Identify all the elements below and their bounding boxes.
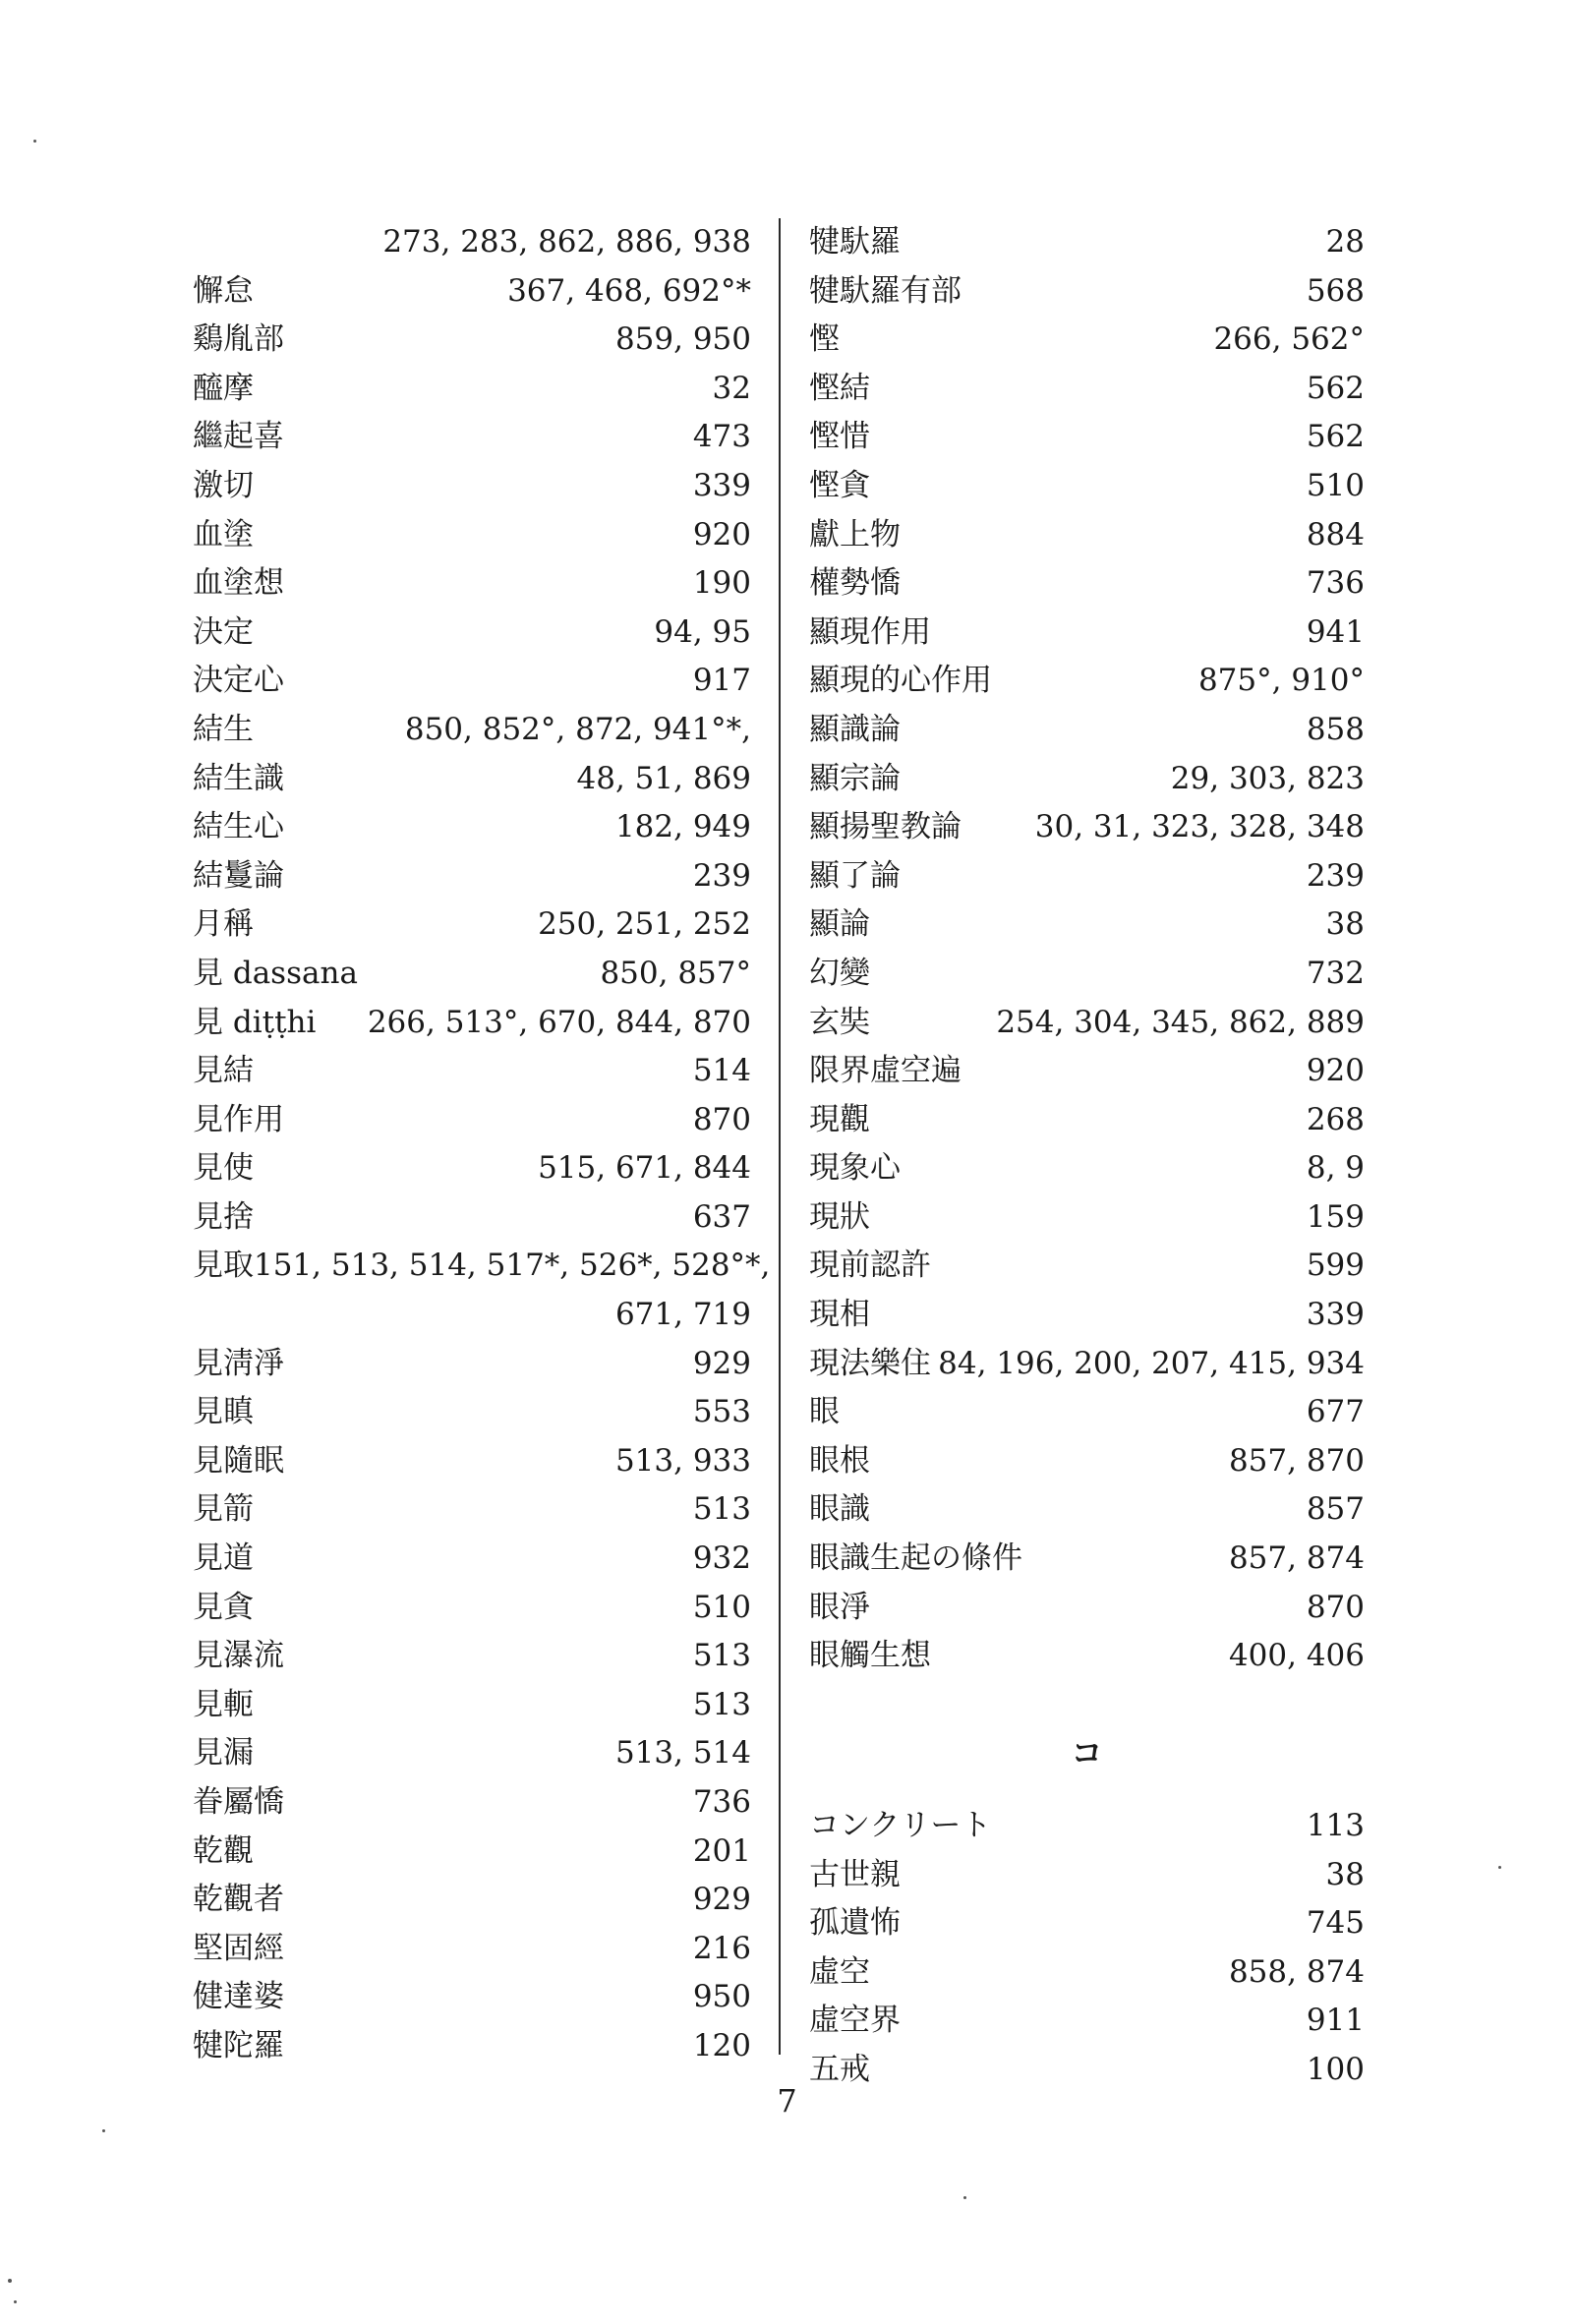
index-entry bbox=[193, 1047, 751, 1096]
index-entry bbox=[193, 218, 751, 267]
index-term: 見作用 bbox=[193, 1101, 284, 1137]
index-page-refs: 216 bbox=[692, 1930, 751, 1966]
index-page-refs: 239 bbox=[692, 857, 751, 894]
index-entry bbox=[193, 1096, 751, 1145]
index-term: 慳 bbox=[809, 321, 840, 358]
index-term: 虛空 bbox=[809, 1953, 870, 1990]
index-term: 激切 bbox=[193, 467, 254, 503]
index-term: 現法樂住 bbox=[809, 1345, 931, 1381]
scan-speck bbox=[33, 140, 36, 143]
scan-speck bbox=[102, 2129, 105, 2132]
section-heading: コ bbox=[1071, 1734, 1103, 1772]
index-term: 古世親 bbox=[809, 1856, 901, 1892]
index-page-refs: 553 bbox=[692, 1394, 751, 1430]
index-page-refs: 671, 719 bbox=[614, 1297, 751, 1333]
index-term: 繼起喜 bbox=[193, 419, 284, 455]
index-term: 顯現作用 bbox=[809, 613, 931, 650]
index-page-refs: 38 bbox=[1325, 1856, 1365, 1892]
index-entry bbox=[809, 1997, 1365, 2046]
index-entry bbox=[193, 706, 751, 755]
index-term: 乾觀 bbox=[193, 1832, 254, 1869]
index-term: 眼 bbox=[809, 1394, 840, 1430]
index-term: 決定 bbox=[193, 613, 254, 650]
index-entry bbox=[809, 1802, 1365, 1851]
index-page-refs: 920 bbox=[1306, 1053, 1365, 1089]
index-page-refs: 250, 251, 252 bbox=[538, 906, 751, 943]
index-entry bbox=[809, 1485, 1365, 1535]
index-term: 見隨眠 bbox=[193, 1442, 284, 1479]
index-entry bbox=[809, 559, 1365, 609]
index-page-refs: 113 bbox=[1306, 1808, 1365, 1843]
index-term: 犍馱羅 bbox=[809, 224, 901, 260]
index-term: 現狀 bbox=[809, 1198, 870, 1235]
index-entry bbox=[193, 1973, 751, 2022]
index-page-refs: 266, 513°, 670, 844, 870 bbox=[367, 1004, 751, 1040]
index-page-refs: 732 bbox=[1306, 955, 1365, 991]
index-term: 現前認許 bbox=[809, 1248, 931, 1284]
index-page-refs: 84, 196, 200, 207, 415, 934 bbox=[938, 1345, 1365, 1381]
index-entry bbox=[809, 1242, 1365, 1291]
index-entry bbox=[193, 267, 751, 317]
index-page-refs: 38 bbox=[1325, 906, 1365, 943]
index-page-refs: 29, 303, 823 bbox=[1170, 760, 1365, 796]
index-page-refs: 513, 933 bbox=[614, 1442, 751, 1479]
index-page-refs: 677 bbox=[1306, 1394, 1365, 1430]
index-entry bbox=[809, 1096, 1365, 1145]
index-page-refs: 941 bbox=[1306, 613, 1365, 650]
index-page-refs: 859, 950 bbox=[614, 321, 751, 358]
index-page-refs: 30, 31, 323, 328, 348 bbox=[1034, 809, 1365, 845]
index-page-refs: 857, 874 bbox=[1228, 1540, 1365, 1577]
index-page-refs: 339 bbox=[1306, 1297, 1365, 1333]
index-term: 結鬘論 bbox=[193, 857, 284, 894]
index-term: 慳貪 bbox=[809, 467, 870, 503]
index-term: 權勢憍 bbox=[809, 565, 901, 602]
index-entry bbox=[809, 316, 1365, 365]
index-entry bbox=[193, 462, 751, 511]
index-term: 見軛 bbox=[193, 1686, 254, 1722]
index-entry bbox=[193, 1193, 751, 1243]
index-entry bbox=[193, 1437, 751, 1486]
index-term: 結生 bbox=[193, 711, 254, 747]
index-term: 獻上物 bbox=[809, 516, 901, 552]
index-term: 見 diṭṭhi bbox=[193, 1004, 317, 1040]
index-term: 顯了論 bbox=[809, 857, 901, 894]
index-term: 玄奘 bbox=[809, 1004, 870, 1040]
index-term: 鷄胤部 bbox=[193, 321, 284, 358]
index-term: 懈怠 bbox=[193, 272, 254, 309]
index-page-refs: 400, 406 bbox=[1228, 1638, 1365, 1674]
index-entry bbox=[809, 1584, 1365, 1633]
index-entry bbox=[193, 1535, 751, 1584]
index-entry bbox=[193, 1925, 751, 1974]
scan-speck bbox=[14, 2300, 17, 2303]
index-page-refs: 857 bbox=[1306, 1491, 1365, 1528]
index-term: 血塗 bbox=[193, 516, 254, 552]
index-term: 見 dassana bbox=[193, 955, 358, 991]
index-page-refs: 201 bbox=[692, 1832, 751, 1869]
column-divider bbox=[779, 218, 781, 2055]
index-page-refs: 875°, 910° bbox=[1197, 663, 1365, 699]
index-entry bbox=[809, 1437, 1365, 1486]
index-entry bbox=[809, 999, 1365, 1048]
index-page-refs: 568 bbox=[1306, 272, 1365, 309]
index-term: コンクリート bbox=[809, 1808, 992, 1843]
index-term: 顯宗論 bbox=[809, 760, 901, 796]
index-page-refs: 599 bbox=[1306, 1248, 1365, 1284]
index-entry bbox=[193, 852, 751, 901]
index-entry bbox=[193, 1242, 771, 1291]
index-entry bbox=[193, 950, 751, 999]
index-page-refs: 870 bbox=[692, 1101, 751, 1137]
index-term: 見取 bbox=[193, 1248, 254, 1284]
index-page-refs: 190 bbox=[692, 565, 751, 602]
index-entry bbox=[193, 657, 751, 706]
index-term: 眼識 bbox=[809, 1491, 870, 1528]
index-entry bbox=[193, 1388, 751, 1437]
index-term: 見淸淨 bbox=[193, 1345, 284, 1381]
index-entry bbox=[809, 706, 1365, 755]
index-term: 慳惜 bbox=[809, 419, 870, 455]
page-number: 7 bbox=[777, 2082, 797, 2120]
index-page-refs: 273, 283, 862, 886, 938 bbox=[382, 224, 751, 260]
index-entry bbox=[809, 1948, 1365, 1998]
index-term: 眼根 bbox=[809, 1442, 870, 1479]
index-term: 乾觀者 bbox=[193, 1882, 284, 1918]
index-term: 見道 bbox=[193, 1540, 254, 1577]
index-entry bbox=[193, 1828, 751, 1877]
section-spacer bbox=[809, 1681, 1365, 1730]
index-entry bbox=[809, 1047, 1365, 1096]
index-term: 見瀑流 bbox=[193, 1638, 284, 1674]
scan-speck bbox=[8, 2279, 12, 2283]
index-page-refs: 562 bbox=[1306, 419, 1365, 455]
index-page-refs: 929 bbox=[692, 1882, 751, 1918]
index-entry bbox=[193, 803, 751, 852]
index-term: 見箭 bbox=[193, 1491, 254, 1528]
index-page-refs: 367, 468, 692°* bbox=[507, 272, 751, 309]
index-column-right bbox=[809, 218, 1365, 2095]
index-page-refs: 515, 671, 844 bbox=[538, 1150, 751, 1187]
index-page-refs: 28 bbox=[1325, 224, 1365, 260]
index-term: 顯揚聖教論 bbox=[809, 809, 962, 845]
index-term: 見捨 bbox=[193, 1198, 254, 1235]
index-term: 犍馱羅有部 bbox=[809, 272, 962, 309]
index-page-refs: 268 bbox=[1306, 1101, 1365, 1137]
index-page-refs: 182, 949 bbox=[614, 809, 751, 845]
index-page-refs: 339 bbox=[692, 467, 751, 503]
index-term: 現象心 bbox=[809, 1150, 901, 1187]
index-term: 見貪 bbox=[193, 1589, 254, 1625]
index-term: 月稱 bbox=[193, 906, 254, 943]
index-page-refs: 159 bbox=[1306, 1198, 1365, 1235]
index-entry bbox=[193, 755, 751, 804]
index-entry bbox=[809, 950, 1365, 999]
index-entry bbox=[193, 901, 751, 950]
index-term: 醯摩 bbox=[193, 370, 254, 406]
index-page-refs: 850, 852°, 872, 941°*, bbox=[404, 711, 751, 747]
index-entry bbox=[193, 1632, 751, 1681]
index-page-refs: 929 bbox=[692, 1345, 751, 1381]
index-entry bbox=[809, 462, 1365, 511]
index-page-refs: 745 bbox=[1306, 1905, 1365, 1942]
index-term: 健達婆 bbox=[193, 1979, 284, 2015]
index-entry bbox=[193, 1681, 751, 1730]
index-entry bbox=[193, 316, 751, 365]
index-entry bbox=[809, 365, 1365, 414]
index-page-refs: 917 bbox=[692, 663, 751, 699]
index-page-refs: 884 bbox=[1306, 516, 1365, 552]
index-entry bbox=[809, 511, 1365, 560]
index-term: 血塗想 bbox=[193, 565, 284, 602]
index-page-refs: 850, 857° bbox=[600, 955, 751, 991]
index-entry bbox=[809, 1851, 1365, 1900]
index-term: 顯識論 bbox=[809, 711, 901, 747]
index-entry bbox=[193, 2022, 751, 2071]
index-page-refs: 239 bbox=[1306, 857, 1365, 894]
scan-speck bbox=[963, 2196, 966, 2199]
index-entry bbox=[809, 1193, 1365, 1243]
index-entry bbox=[809, 1291, 1365, 1340]
index-page-refs: 858 bbox=[1306, 711, 1365, 747]
index-entry bbox=[809, 852, 1365, 901]
index-page-refs: 562 bbox=[1306, 370, 1365, 406]
index-term: 見瞋 bbox=[193, 1394, 254, 1430]
index-entry bbox=[193, 609, 751, 658]
index-term: 限界虛空遍 bbox=[809, 1053, 962, 1089]
index-term: 幻變 bbox=[809, 955, 870, 991]
index-page-refs: 911 bbox=[1306, 2003, 1365, 2039]
index-page-refs: 473 bbox=[692, 419, 751, 455]
index-page-refs: 637 bbox=[692, 1198, 751, 1235]
scan-speck bbox=[1498, 1866, 1501, 1869]
index-page-refs: 94, 95 bbox=[654, 613, 751, 650]
index-page-refs: 870 bbox=[1306, 1589, 1365, 1625]
index-entry bbox=[809, 609, 1365, 658]
index-term: 虛空界 bbox=[809, 2003, 901, 2039]
index-entry bbox=[193, 559, 751, 609]
index-term: 結生識 bbox=[193, 760, 284, 796]
index-page-refs: 32 bbox=[712, 370, 751, 406]
index-entry bbox=[809, 1632, 1365, 1681]
index-entry bbox=[193, 1778, 751, 1828]
index-entry bbox=[193, 1144, 751, 1193]
index-entry bbox=[809, 657, 1365, 706]
index-page-refs: 513 bbox=[692, 1686, 751, 1722]
index-page-refs: 254, 304, 345, 862, 889 bbox=[996, 1004, 1365, 1040]
index-entry bbox=[809, 413, 1365, 462]
index-entry bbox=[193, 511, 751, 560]
index-term: 現相 bbox=[809, 1297, 870, 1333]
index-entry bbox=[193, 365, 751, 414]
index-entry bbox=[809, 755, 1365, 804]
index-term: 孤遺怖 bbox=[809, 1905, 901, 1942]
index-term: 慳結 bbox=[809, 370, 870, 406]
index-page-refs: 950 bbox=[692, 1979, 751, 2015]
index-entry bbox=[809, 1388, 1365, 1437]
index-page-refs: 514 bbox=[692, 1053, 751, 1089]
index-entry bbox=[193, 1340, 751, 1389]
index-page-refs: 920 bbox=[692, 516, 751, 552]
index-entry bbox=[193, 1876, 751, 1925]
index-column-left bbox=[193, 218, 771, 2071]
index-term: 眼淨 bbox=[809, 1589, 870, 1625]
index-entry bbox=[193, 413, 751, 462]
index-term: 堅固經 bbox=[193, 1930, 284, 1966]
index-term: 結生心 bbox=[193, 809, 284, 845]
index-entry bbox=[809, 1535, 1365, 1584]
index-page-refs: 858, 874 bbox=[1228, 1953, 1365, 1990]
index-term: 五戒 bbox=[809, 2051, 870, 2087]
index-term: 見使 bbox=[193, 1150, 254, 1187]
index-page-refs: 151, 513, 514, 517*, 526*, 528°*, bbox=[254, 1248, 771, 1284]
index-entry bbox=[809, 901, 1365, 950]
index-page-refs: 857, 870 bbox=[1228, 1442, 1365, 1479]
index-page-refs: 932 bbox=[692, 1540, 751, 1577]
index-entry bbox=[809, 803, 1365, 852]
index-term: 顯論 bbox=[809, 906, 870, 943]
index-page-refs: 736 bbox=[692, 1784, 751, 1820]
index-entry bbox=[809, 267, 1365, 317]
index-entry bbox=[809, 1144, 1365, 1193]
index-entry bbox=[193, 1485, 751, 1535]
index-term: 眼識生起の條件 bbox=[809, 1540, 1022, 1577]
index-page-refs: 510 bbox=[692, 1589, 751, 1625]
index-term: 眷屬憍 bbox=[193, 1784, 284, 1820]
index-term: 眼觸生想 bbox=[809, 1638, 931, 1674]
index-term: 現觀 bbox=[809, 1101, 870, 1137]
section-spacer bbox=[809, 1778, 1365, 1802]
index-page-refs: 513 bbox=[692, 1638, 751, 1674]
index-page-refs: 510 bbox=[1306, 467, 1365, 503]
index-entry bbox=[809, 1340, 1365, 1389]
index-term: 顯現的心作用 bbox=[809, 663, 992, 699]
index-entry bbox=[809, 1899, 1365, 1948]
index-entry bbox=[193, 1291, 751, 1340]
index-page-refs: 513 bbox=[692, 1491, 751, 1528]
index-page-refs: 8, 9 bbox=[1306, 1150, 1365, 1187]
index-entry bbox=[193, 1584, 751, 1633]
index-page-refs: 48, 51, 869 bbox=[576, 760, 751, 796]
index-page-refs: 120 bbox=[692, 2027, 751, 2063]
index-page-refs: 513, 514 bbox=[614, 1735, 751, 1772]
index-term: 見漏 bbox=[193, 1735, 254, 1772]
index-entry bbox=[193, 999, 751, 1048]
index-page-refs: 100 bbox=[1306, 2051, 1365, 2087]
index-page-refs: 266, 562° bbox=[1213, 321, 1365, 358]
index-term: 犍陀羅 bbox=[193, 2027, 284, 2063]
index-term: 見結 bbox=[193, 1053, 254, 1089]
index-entry bbox=[193, 1729, 751, 1778]
index-page-refs: 736 bbox=[1306, 565, 1365, 602]
index-entry bbox=[809, 218, 1365, 267]
index-term: 決定心 bbox=[193, 663, 284, 699]
